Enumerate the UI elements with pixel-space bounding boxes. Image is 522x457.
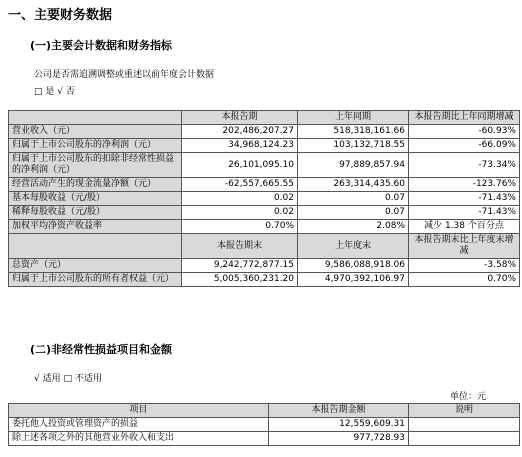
row-label: 归属于上市公司股东的净利润（元） [9, 139, 182, 153]
cell-value: 2.08% [298, 220, 409, 234]
restatement-note: 公司是否需追溯调整或重述以前年度会计数据 [34, 70, 215, 80]
header-cell: 本报告期末比上年度末增减 [409, 234, 520, 259]
row-label: 稀释每股收益（元/股） [9, 206, 182, 220]
cell-value: 0.07 [298, 206, 409, 220]
header-cell [9, 234, 182, 259]
unit-label: 单位：元 [450, 392, 487, 402]
table-row [9, 220, 520, 234]
header-cell: 上年度末 [298, 234, 409, 259]
table-row [9, 418, 520, 432]
cell-value: -123.76% [409, 178, 520, 192]
cell-value: 202,486,207.27 [182, 125, 298, 139]
applicable-choice: √ 适用 □ 不适用 [34, 374, 102, 384]
cell-value: 26,101,095.10 [182, 153, 298, 178]
row-label: 委托他人投资或管理资产的损益 [9, 418, 269, 432]
table-row [9, 259, 520, 273]
row-label: 除上述各项之外的其他营业外收入和支出 [9, 432, 269, 446]
header-cell: 项目 [9, 404, 269, 418]
row-label: 归属于上市公司股东的所有者权益（元） [9, 273, 182, 287]
cell-value: 0.07 [298, 192, 409, 206]
cell-value: 0.02 [182, 192, 298, 206]
table-row [9, 178, 520, 192]
cell-value: 9,242,772,877.15 [182, 259, 298, 273]
cell-value: 0.02 [182, 206, 298, 220]
subsection-title-nonrecurring: (二)非经常性损益项目和金额 [30, 343, 173, 356]
row-label: 营业收入（元） [9, 125, 182, 139]
table-row [9, 273, 520, 287]
cell-value: 518,318,161.66 [298, 125, 409, 139]
cell-value: -62,557,665.55 [182, 178, 298, 192]
table-row [9, 192, 520, 206]
cell-value: -71.43% [409, 206, 520, 220]
table-header-row [9, 111, 520, 125]
cell-value: 0.70% [182, 220, 298, 234]
row-label: 基本每股收益（元/股） [9, 192, 182, 206]
table-row [9, 139, 520, 153]
table-row [9, 206, 520, 220]
row-label: 加权平均净资产收益率 [9, 220, 182, 234]
cell-value: 263,314,435.60 [298, 178, 409, 192]
cell-value: -73.34% [409, 153, 520, 178]
header-cell: 本报告期金额 [269, 404, 409, 418]
cell-value: -60.93% [409, 125, 520, 139]
header-cell: 说明 [409, 404, 520, 418]
cell-value: 34,968,124.23 [182, 139, 298, 153]
cell-value: 4,970,392,106.97 [298, 273, 409, 287]
cell-value: -66.09% [409, 139, 520, 153]
table-row [9, 432, 520, 446]
table-header-row [9, 234, 520, 259]
nonrecurring-table [8, 403, 520, 446]
table-header-row [9, 404, 520, 418]
cell-value: -3.58% [409, 259, 520, 273]
cell-value [409, 418, 520, 432]
header-cell: 上年同期 [298, 111, 409, 125]
cell-value: 977,728.93 [269, 432, 409, 446]
table-row [9, 125, 520, 139]
cell-value: -71.43% [409, 192, 520, 206]
header-cell: 本报告期 [182, 111, 298, 125]
cell-value: 0.70% [409, 273, 520, 287]
cell-value [409, 432, 520, 446]
cell-value: 97,889,857.94 [298, 153, 409, 178]
section-title: 一、主要财务数据 [8, 8, 113, 23]
header-cell [9, 111, 182, 125]
row-label: 经营活动产生的现金流量净额（元） [9, 178, 182, 192]
restatement-choice: □ 是 √ 否 [34, 87, 75, 97]
subsection-title-key-data: (一)主要会计数据和财务指标 [30, 39, 173, 52]
cell-value: 减少 1.38 个百分点 [409, 220, 520, 234]
table-row [9, 153, 520, 178]
cell-value: 9,586,088,918.06 [298, 259, 409, 273]
cell-value: 103,132,718.55 [298, 139, 409, 153]
header-cell: 本报告期比上年同期增减 [409, 111, 520, 125]
cell-value: 12,559,609.31 [269, 418, 409, 432]
row-label: 归属于上市公司股东的扣除非经常性损益的净利润（元） [9, 153, 182, 178]
cell-value: 5,005,360,231.20 [182, 273, 298, 287]
key-financial-table [8, 110, 520, 287]
header-cell: 本报告期末 [182, 234, 298, 259]
row-label: 总资产（元） [9, 259, 182, 273]
